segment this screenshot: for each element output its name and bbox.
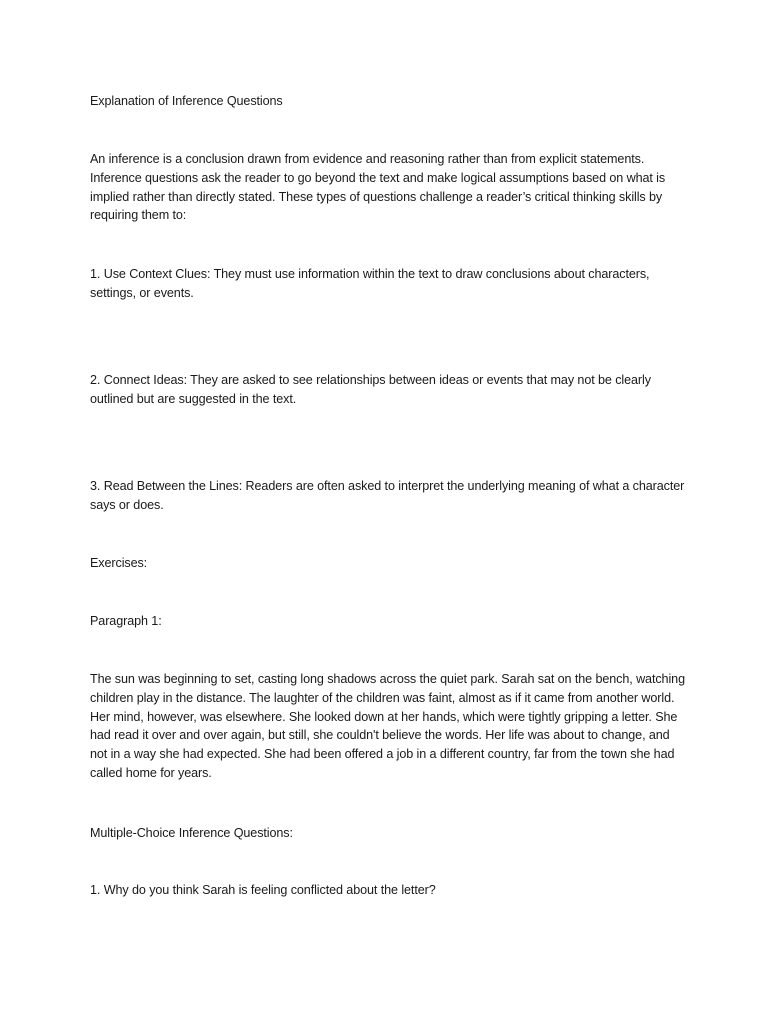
paragraph-label: Paragraph 1: [90,614,162,628]
list-item-read-between-lines: 3. Read Between the Lines: Readers are often asked to interpret the underlying meaning of what a character says or does. [90,479,685,512]
list-item-connect-ideas: 2. Connect Ideas: They are asked to see relationships between ideas or events that may not be clearly outlined but are suggested in the text. [90,373,651,406]
question-item: 1. Why do you think Sarah is feeling conflicted about the letter? [90,883,436,897]
reading-passage: The sun was beginning to set, casting long shadows across the quiet park. Sarah sat on the bench, watching children play in the distance. The laughter of the children was faint, almost as if it came from another world. Her mind, however, was elsewhere. She looked down at her hands, which were tightly gripping a letter. She had read it over and over again, but still, she couldn't believe the words. Her life was about to change, and not in a way she had expected. She had been offered a job in a different country, far from the town she had called home for years. [90,672,685,780]
document-title: Explanation of Inference Questions [90,94,283,108]
exercises-heading: Exercises: [90,556,148,570]
intro-paragraph: An inference is a conclusion drawn from evidence and reasoning rather than from explicit statements. Inference questions ask the reader to go beyond the text and make logical assumptions based on what is implied rather than directly stated. These types of questions challenge a reader’s critical thinking skills by requiring them to: [90,152,666,223]
mcq-heading: Multiple-Choice Inference Questions: [90,826,293,840]
list-item-context-clues: 1. Use Context Clues: They must use information within the text to draw conclusions about characters, settings, or events. [90,267,650,300]
